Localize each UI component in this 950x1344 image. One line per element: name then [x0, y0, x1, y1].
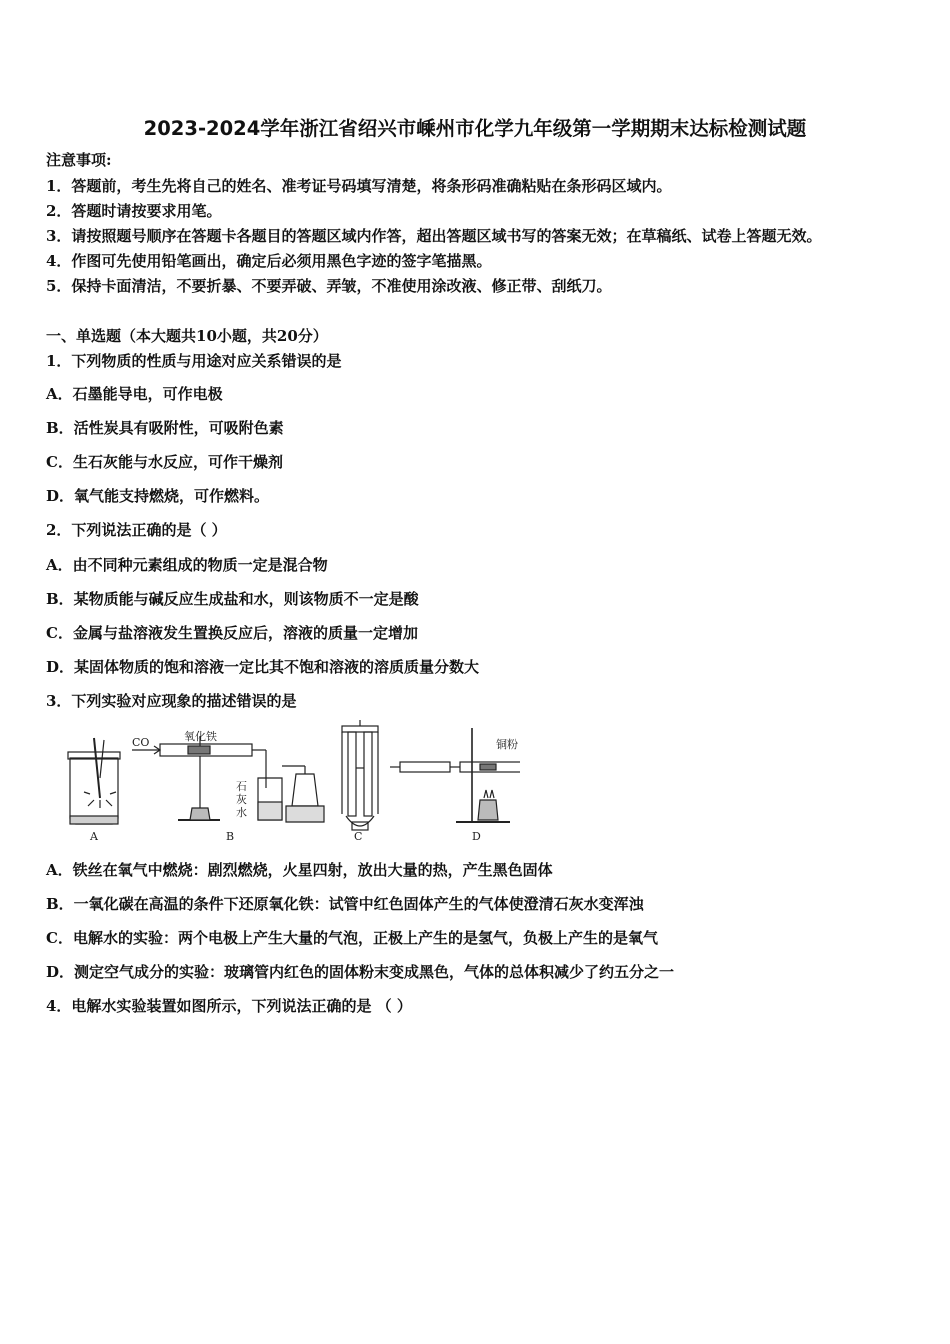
apparatus-c-electrolysis [342, 720, 378, 830]
question-option: B．一氧化碳在高温的条件下还原氧化铁：试管中红色固体产生的气体使澄清石灰水变浑浊 [46, 895, 644, 913]
question-stem: 3．下列实验对应现象的描述错误的是 [46, 692, 297, 710]
notice-item: 1．答题前，考生先将自己的姓名、准考证号码填写清楚，将条形码准确粘贴在条形码区域内。 [46, 177, 672, 195]
question-option: C．电解水的实验：两个电极上产生大量的气泡，正极上产生的是氢气，负极上产生的是氧气 [46, 929, 658, 947]
notice-item: 4．作图可先使用铅笔画出，确定后必须用黑色字迹的签字笔描黑。 [46, 252, 492, 270]
figure-label-d: D [472, 830, 481, 843]
page-title: 2023-2024学年浙江省绍兴市嵊州市化学九年级第一学期期末达标检测试题 [143, 117, 807, 140]
iron-oxide-label: 氧化铁 [184, 730, 217, 743]
figure-label-a: A [90, 830, 98, 843]
limewater-label-3: 水 [236, 806, 247, 819]
question-stem: 4．电解水实验装置如图所示，下列说法正确的是 （ ） [46, 997, 412, 1015]
question-option: A．铁丝在氧气中燃烧：剧烈燃烧，火星四射，放出大量的热，产生黑色固体 [46, 861, 553, 879]
question-option: D．测定空气成分的实验：玻璃管内红色的固体粉末变成黑色，气体的总体积减少了约五分之一 [46, 963, 675, 981]
notice-heading: 注意事项: [46, 151, 112, 169]
experiment-figure [60, 718, 520, 848]
question-option: D．氧气能支持燃烧，可作燃料。 [46, 487, 270, 505]
question-option: C．生石灰能与水反应，可作干燥剂 [46, 453, 283, 471]
figure-label-c: C [354, 830, 363, 843]
question-option: D．某固体物质的饱和溶液一定比其不饱和溶液的溶质质量分数大 [46, 658, 480, 676]
question-option: A．石墨能导电，可作电极 [46, 385, 223, 403]
limewater-label-1: 石 [236, 780, 247, 793]
apparatus-a-iron-wire-jar [68, 738, 120, 824]
notice-item: 3．请按照题号顺序在答题卡各题目的答题区域内作答，超出答题区域书写的答案无效；在草稿纸、试卷上答题无效。 [46, 227, 822, 245]
question-option: A．由不同种元素组成的物质一定是混合物 [46, 556, 328, 574]
limewater-label-2: 灰 [236, 793, 247, 806]
notice-item: 2．答题时请按要求用笔。 [46, 202, 222, 220]
figure-label-b: B [226, 830, 235, 843]
question-option: B．某物质能与碱反应生成盐和水，则该物质不一定是酸 [46, 590, 419, 608]
copper-powder-label: 铜粉 [496, 738, 518, 751]
apparatus-b-co-reduction [132, 736, 324, 822]
notice-item: 5．保持卡面清洁，不要折暴、不要弄破、弄皱，不准使用涂改液、修正带、刮纸刀。 [46, 277, 612, 295]
question-option: C．金属与盐溶液发生置换反应后，溶液的质量一定增加 [46, 624, 418, 642]
co-label: CO [132, 736, 150, 749]
question-stem: 1．下列物质的性质与用途对应关系错误的是 [46, 352, 342, 370]
question-option: B．活性炭具有吸附性，可吸附色素 [46, 419, 284, 437]
question-stem: 2．下列说法正确的是（ ） [46, 521, 227, 539]
section-heading: 一、单选题（本大题共10小题，共20分） [46, 327, 328, 345]
